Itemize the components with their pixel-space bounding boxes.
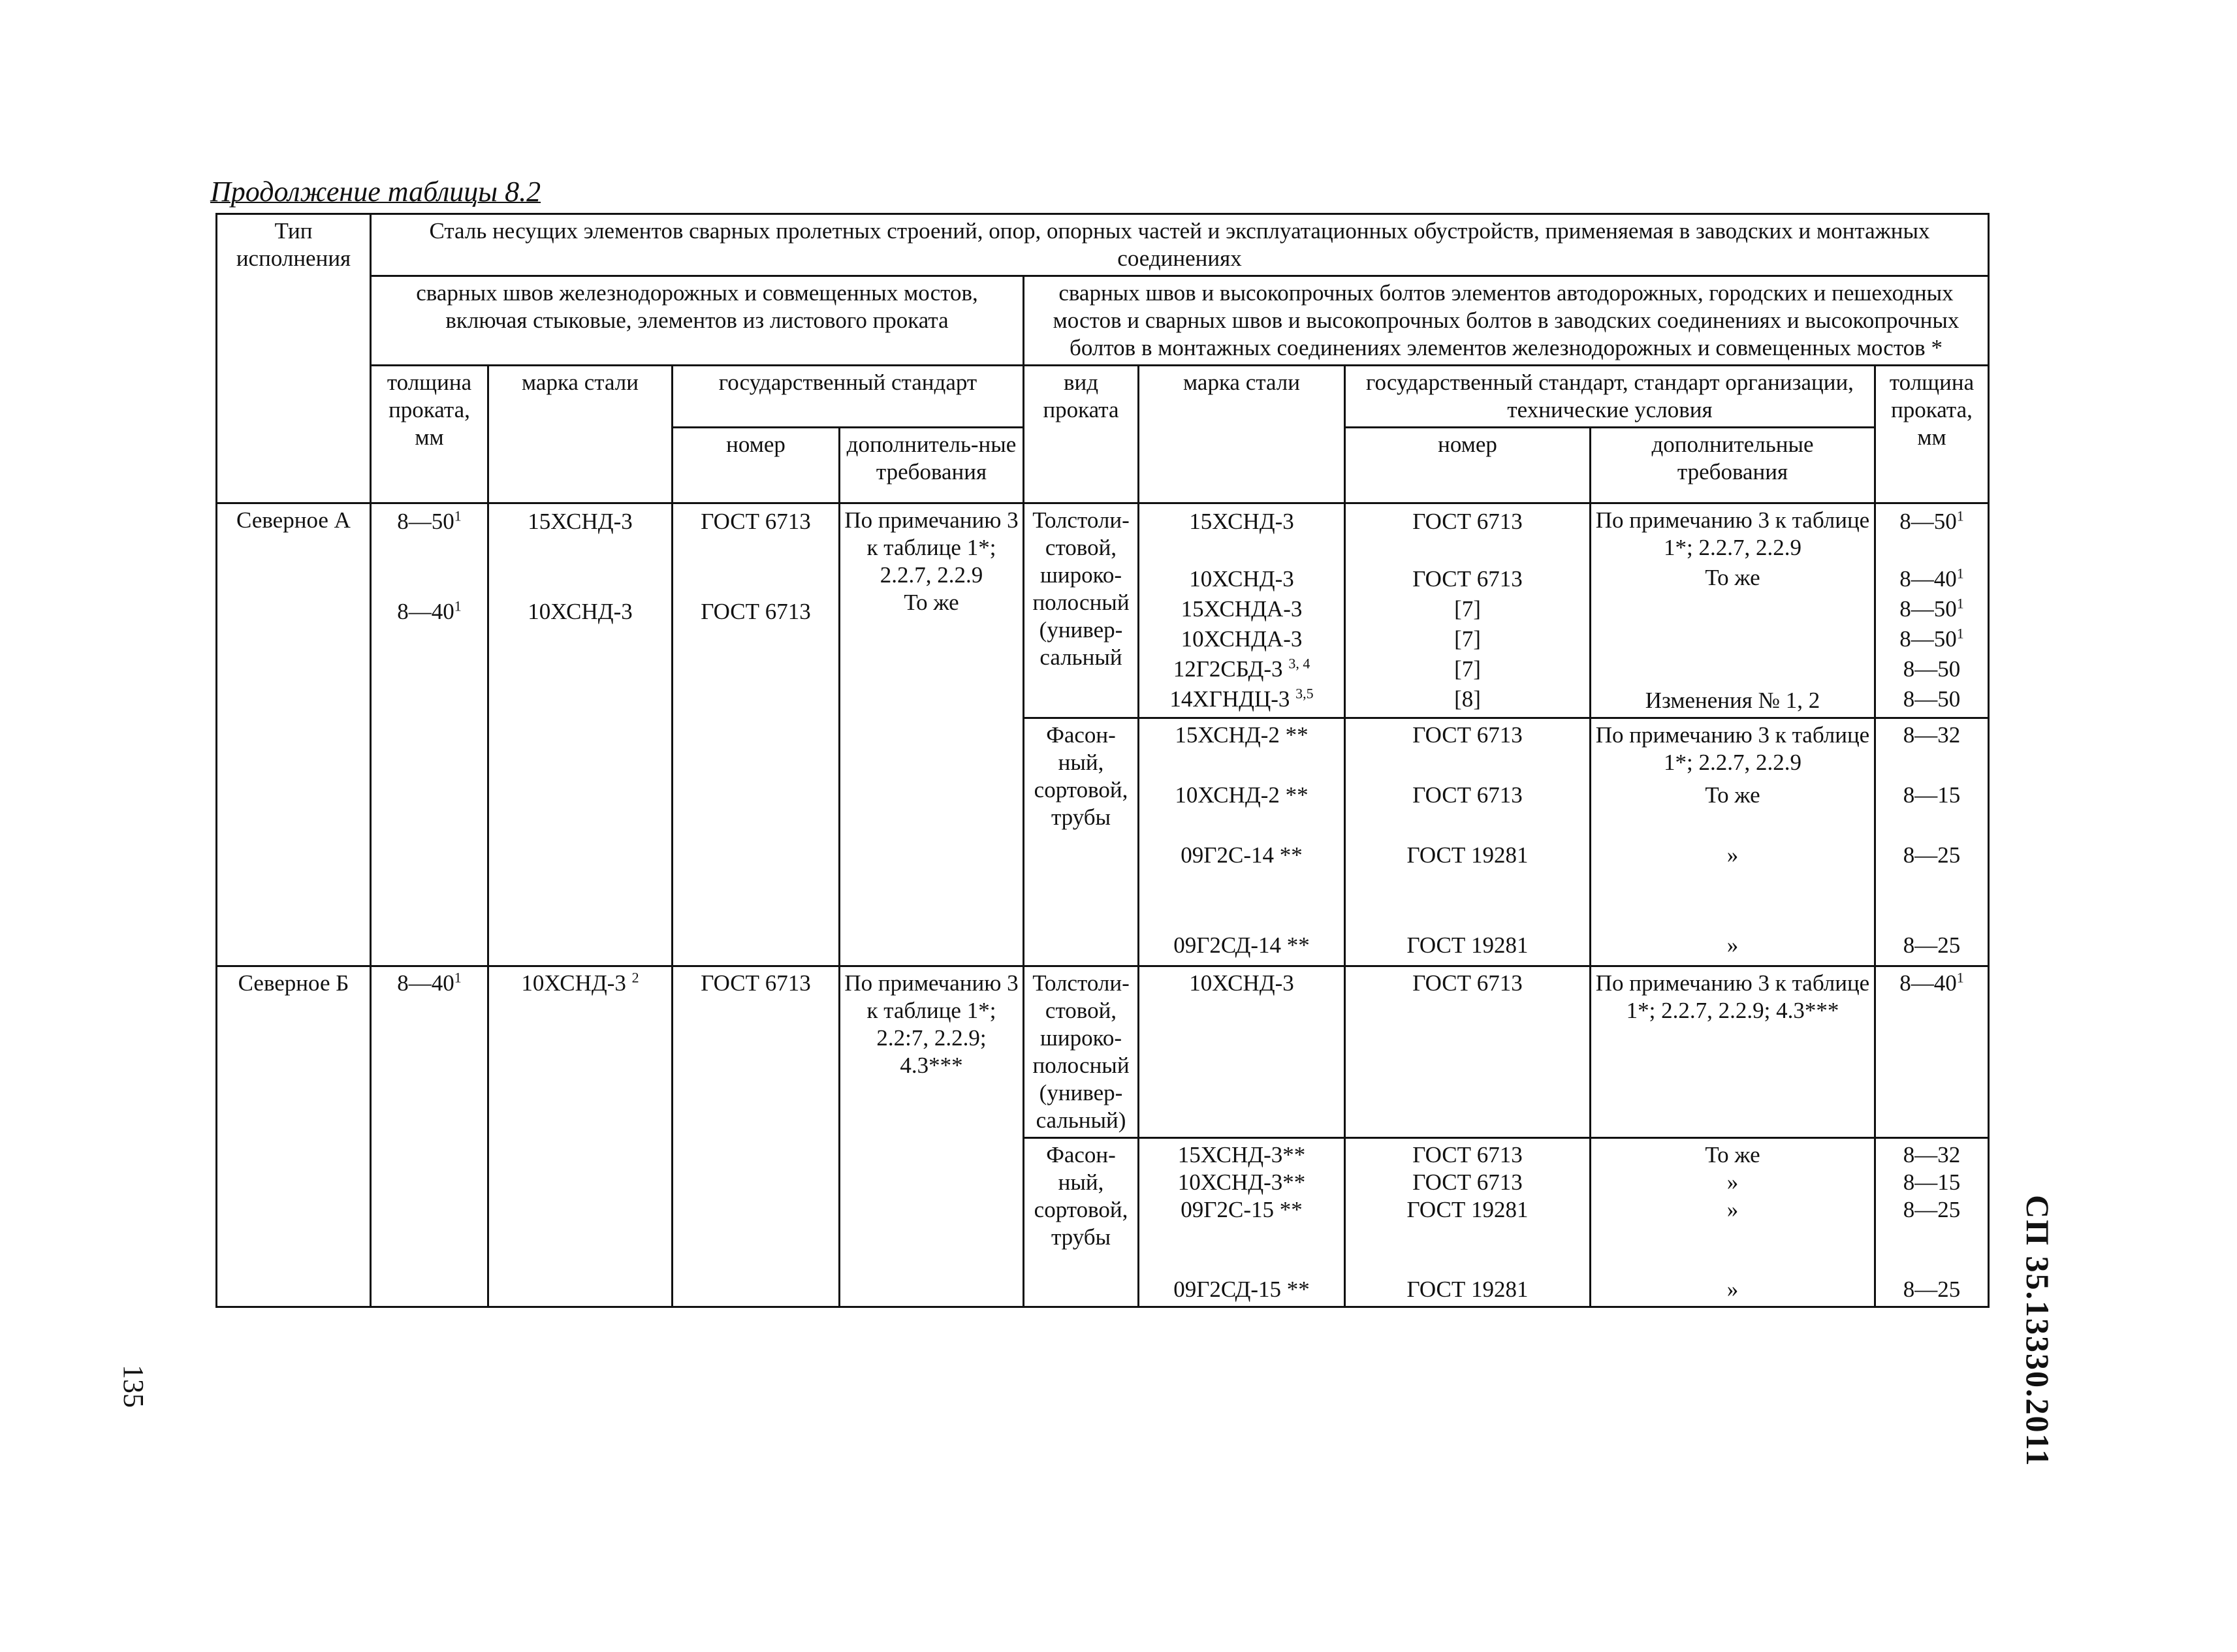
rolled-type-cell: Фасон-ный, сортовой, трубы — [1024, 1138, 1139, 1307]
type-cell: Северное Б — [217, 966, 371, 1307]
standard-number-cell: ГОСТ 6713 ГОСТ 6713 — [673, 503, 840, 966]
thickness-right-cell: 8—32 8—15 8—25 8—25 — [1875, 718, 1989, 966]
grades-cell: 15ХСНД-2 ** 10ХСНД-2 ** 09Г2С-14 ** 09Г2СД-14 ** — [1139, 718, 1345, 966]
rolled-type-cell: Фасон-ный, сортовой, трубы — [1024, 718, 1139, 966]
requirements-cell: По примечанию 3 к таблице 1*; 2.2.7, 2.2.9; 4.3*** — [1591, 966, 1875, 1138]
grades-cell: 15ХСНД-3** 10ХСНД-3** 09Г2С-15 ** 09Г2СД-15 ** — [1139, 1138, 1345, 1307]
numbers-cell: ГОСТ 6713 ГОСТ 6713 ГОСТ 19281 ГОСТ 19281 — [1345, 1138, 1591, 1307]
header-additional: дополнитель-ные требования — [840, 428, 1024, 503]
header-standard-org: государственный стандарт, стандарт организации, технические условия — [1345, 366, 1875, 428]
thickness-cell: $8—50^1$ $8—40^1$ — [371, 503, 488, 966]
header-type: Тип исполнения — [217, 214, 371, 503]
header-additional-right: дополнительные требования — [1591, 428, 1875, 503]
header-number: номер — [673, 428, 840, 503]
requirements-cell: По примечанию 3 к таблице 1*; 2.2.7, 2.2.9 То же Изменения № 1, 2 — [1591, 503, 1875, 718]
header-number-right: номер — [1345, 428, 1591, 503]
steel-grade-cell: 10ХСНД-3 $^2$ — [488, 966, 673, 1307]
additional-cell: По примечанию 3 к таблице 1*; 2.2.7, 2.2.9 То же — [840, 503, 1024, 966]
thickness-right-cell: $8—40^1$ — [1875, 966, 1989, 1138]
additional-cell: По примечанию 3 к таблице 1*; 2.2:7, 2.2.9; 4.3*** — [840, 966, 1024, 1307]
numbers-cell: ГОСТ 6713 — [1345, 966, 1591, 1138]
rolled-type-cell: Толстоли-стовой, широко-полосный (универ-сальный — [1024, 503, 1139, 718]
requirements-cell: По примечанию 3 к таблице 1*; 2.2.7, 2.2.9 То же » » — [1591, 718, 1875, 966]
thickness-right-cell: 8—32 8—15 8—25 8—25 — [1875, 1138, 1989, 1307]
grades-cell: 10ХСНД-3 — [1139, 966, 1345, 1138]
header-state-standard: государственный стандарт — [673, 366, 1024, 428]
requirements-cell: То же » » » — [1591, 1138, 1875, 1307]
table-row — [217, 503, 1989, 718]
type-cell: Северное А — [217, 503, 371, 966]
header-thickness-right: толщина проката, мм — [1875, 366, 1989, 503]
thickness-cell: $8—40^1$ — [371, 966, 488, 1307]
document-code: СП 35.13330.2011 — [2020, 1195, 2056, 1467]
rolled-type-cell: Толстоли-стовой, широко-полосный (универ-сальный) — [1024, 966, 1139, 1138]
header-thickness: толщина проката, мм — [371, 366, 488, 503]
standard-number-cell: ГОСТ 6713 — [673, 966, 840, 1307]
header-rolled-type: вид проката — [1024, 366, 1139, 503]
header-steel-grade-right: марка стали — [1139, 366, 1345, 503]
steel-table — [215, 213, 1990, 1308]
table-caption: Продолжение таблицы 8.2 — [210, 176, 541, 208]
page-number: 135 — [118, 1365, 150, 1408]
table-row — [217, 966, 1989, 1138]
numbers-cell: ГОСТ 6713 ГОСТ 6713 [7] [7] [7] [8] — [1345, 503, 1591, 718]
header-steel-grade: марка стали — [488, 366, 673, 503]
steel-grade-cell: 15ХСНД-3 10ХСНД-3 — [488, 503, 673, 966]
header-group-left: сварных швов железнодорожных и совмещенных мостов, включая стыковые, элементов из листового проката — [371, 276, 1024, 366]
header-group-right: сварных швов и высокопрочных болтов элементов автодорожных, городских и пешеходных мостов и сварных швов и высокопрочных болтов в заводских соединениях и высокопрочных болтов в монтажных соединениях элементов железнодорожных и совмещенных мостов * — [1024, 276, 1989, 366]
thickness-right-cell: $8—50^1$ $8—40^1$ $8—50^1$ $8—50^1$ 8—50 8—50 — [1875, 503, 1989, 718]
numbers-cell: ГОСТ 6713 ГОСТ 6713 ГОСТ 19281 ГОСТ 19281 — [1345, 718, 1591, 966]
header-top: Сталь несущих элементов сварных пролетных строений, опор, опорных частей и эксплуатационных обустройств, применяемая в заводских и монтажных соединениях — [371, 214, 1989, 276]
grades-cell: 15ХСНД-3 10ХСНД-3 15ХСНДА-3 10ХСНДА-3 12Г2СБД-3 $^{3, 4}$ 14ХГНДЦ-3 $^{3,5}$ — [1139, 503, 1345, 718]
